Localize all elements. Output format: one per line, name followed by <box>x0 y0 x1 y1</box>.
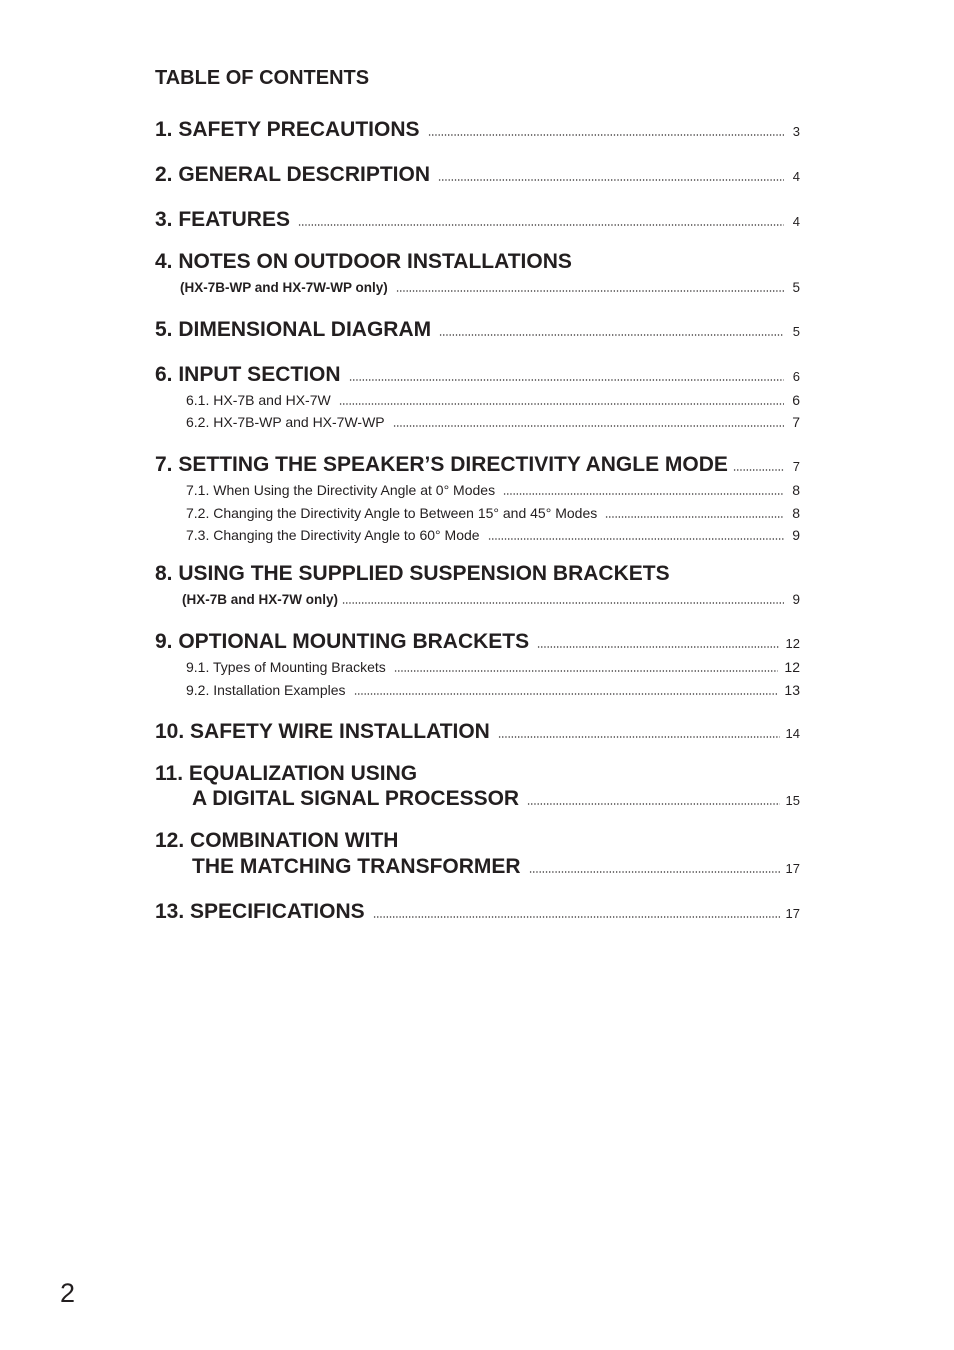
dot-leader <box>393 425 784 427</box>
dot-leader <box>342 602 784 604</box>
toc-entry-label: 7.3. Changing the Directivity Angle to 60° Mode <box>186 527 480 543</box>
toc-entry-label: 1. SAFETY PRECAUTIONS <box>155 118 420 141</box>
dot-leader <box>733 469 784 471</box>
toc-entry-label: 9.1. Types of Mounting Brackets <box>186 659 386 675</box>
dot-leader <box>503 493 784 495</box>
toc-entry-page: 8 <box>792 505 800 521</box>
toc-entry-page: 4 <box>792 169 800 184</box>
dot-leader <box>428 134 785 136</box>
dot-leader <box>488 538 784 540</box>
toc-entry-safety-wire-installation[interactable] <box>155 720 800 746</box>
dot-leader <box>537 646 779 648</box>
dot-leader <box>394 670 779 672</box>
toc-entry-label: 9.2. Installation Examples <box>186 682 346 698</box>
toc-entry-directivity-angle-mode[interactable] <box>155 453 800 479</box>
toc-entry-label: THE MATCHING TRANSFORMER <box>192 855 521 878</box>
toc-subentry[interactable] <box>186 505 800 521</box>
toc-entry-label: 9. OPTIONAL MOUNTING BRACKETS <box>155 630 530 653</box>
toc-entry-label: A DIGITAL SIGNAL PROCESSOR <box>192 787 520 810</box>
toc-entry-page: 17 <box>785 906 800 921</box>
toc-entry-label: 7.2. Changing the Directivity Angle to Between 15° and 45° Modes <box>186 505 598 521</box>
toc-entry-page: 6 <box>792 369 800 384</box>
toc-entry-page: 15 <box>785 793 800 808</box>
toc-subentry[interactable] <box>186 682 800 698</box>
page-number: 2 <box>60 1278 76 1308</box>
toc-entry-general-description[interactable] <box>155 163 800 189</box>
dot-leader <box>438 179 784 181</box>
dot-leader <box>498 736 780 738</box>
toc-entry-combination-line1[interactable]: 12. COMBINATION WITH <box>155 829 399 852</box>
toc-entry-page: 3 <box>792 124 800 139</box>
dot-leader <box>527 803 779 805</box>
toc-entry-label: (HX-7B-WP and HX-7W-WP only) <box>180 280 388 295</box>
toc-entry-page: 4 <box>792 214 800 229</box>
toc-entry-safety-precautions[interactable] <box>155 118 800 144</box>
toc-entry-outdoor-installations[interactable]: 4. NOTES ON OUTDOOR INSTALLATIONS <box>155 250 572 273</box>
toc-entry-page: 9 <box>792 527 800 543</box>
toc-entry-suspension-brackets[interactable]: 8. USING THE SUPPLIED SUSPENSION BRACKETS <box>155 562 670 585</box>
toc-entry-page: 7 <box>792 414 800 430</box>
toc-entry-outdoor-installations-note[interactable] <box>180 280 800 295</box>
toc-entry-page: 5 <box>792 280 800 295</box>
toc-subentry[interactable] <box>186 527 800 543</box>
toc-entry-label: 6.2. HX-7B-WP and HX-7W-WP <box>186 414 385 430</box>
toc-entry-input-section[interactable] <box>155 363 800 389</box>
toc-entry-label: (HX-7B and HX-7W only) <box>182 592 339 607</box>
dot-leader <box>439 334 784 336</box>
dot-leader <box>529 871 780 873</box>
toc-entry-label: 7. SETTING THE SPEAKER’S DIRECTIVITY ANGLE MODE <box>155 453 728 476</box>
toc-entry-specifications[interactable] <box>155 900 800 926</box>
dot-leader <box>373 916 780 918</box>
toc-entry-page: 14 <box>785 726 800 741</box>
dot-leader <box>605 516 784 518</box>
toc-entry-label: 3. FEATURES <box>155 208 290 231</box>
toc-entry-page: 8 <box>792 482 800 498</box>
dot-leader <box>339 403 784 405</box>
toc-entry-equalization[interactable] <box>192 787 800 813</box>
dot-leader <box>349 379 784 381</box>
dot-leader <box>354 693 779 695</box>
toc-subentry[interactable] <box>186 414 800 430</box>
toc-entry-label: 6.1. HX-7B and HX-7W <box>186 392 331 408</box>
toc-entry-page: 6 <box>792 392 800 408</box>
dot-leader <box>298 224 784 226</box>
toc-entry-page: 9 <box>792 592 800 607</box>
toc-subentry[interactable] <box>186 392 800 408</box>
toc-subentry[interactable] <box>186 659 800 675</box>
toc-entry-label: 10. SAFETY WIRE INSTALLATION <box>155 720 490 743</box>
toc-entry-label: 13. SPECIFICATIONS <box>155 900 365 923</box>
toc-title: TABLE OF CONTENTS <box>155 67 370 89</box>
toc-entry-label: 2. GENERAL DESCRIPTION <box>155 163 430 186</box>
toc-entry-page: 13 <box>784 682 800 698</box>
toc-entry-page: 12 <box>784 659 800 675</box>
toc-entry-dimensional-diagram[interactable] <box>155 318 800 344</box>
toc-entry-page: 12 <box>785 636 800 651</box>
toc-entry-suspension-brackets-note[interactable] <box>182 592 800 607</box>
toc-subentry[interactable] <box>186 482 800 498</box>
dot-leader <box>396 290 784 292</box>
toc-entry-equalization-line1[interactable]: 11. EQUALIZATION USING <box>155 762 418 785</box>
toc-entry-optional-mounting-brackets[interactable] <box>155 630 800 656</box>
toc-entry-features[interactable] <box>155 208 800 234</box>
toc-entry-page: 5 <box>792 324 800 339</box>
toc-entry-label: 6. INPUT SECTION <box>155 363 341 386</box>
toc-entry-page: 17 <box>785 861 800 876</box>
toc-entry-page: 7 <box>792 459 800 474</box>
toc-entry-label: 5. DIMENSIONAL DIAGRAM <box>155 318 432 341</box>
toc-entry-label: 7.1. When Using the Directivity Angle at 0° Modes <box>186 482 496 498</box>
toc-entry-combination[interactable] <box>192 855 800 881</box>
